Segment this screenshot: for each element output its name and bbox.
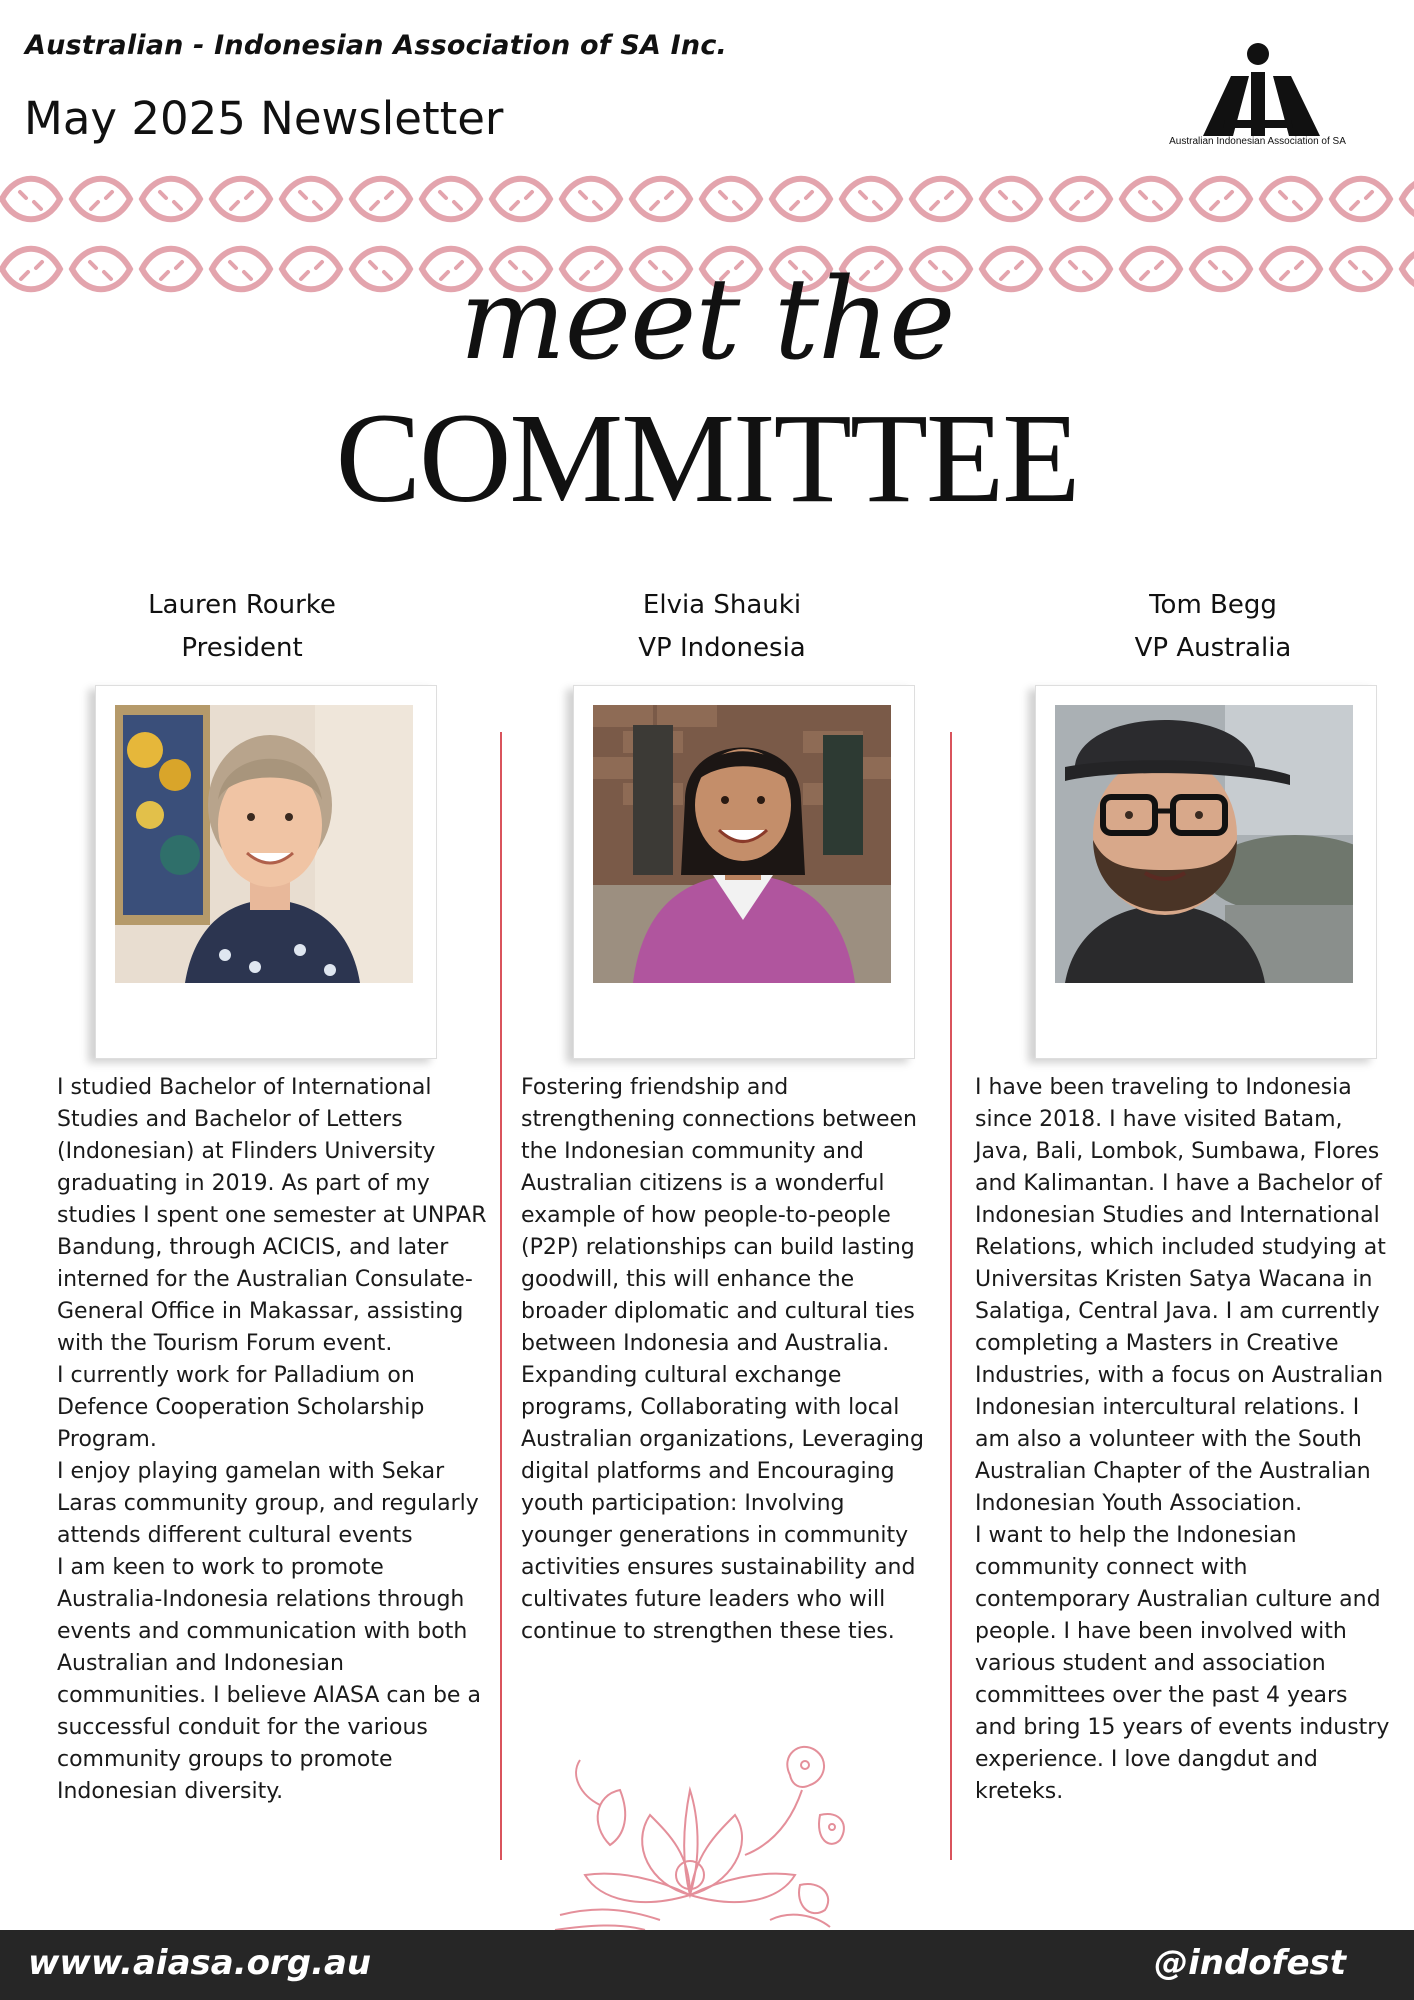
pattern-tile [842, 179, 900, 220]
member-role-elvia: VP Indonesia [638, 633, 806, 663]
pattern-tile [702, 179, 760, 220]
flower-illustration-icon [540, 1735, 870, 1935]
newsletter-title: May 2025 Newsletter [24, 92, 504, 145]
pattern-tile [1192, 179, 1250, 220]
pattern-tile [912, 179, 970, 220]
bio-paragraph: I currently work for Palladium on Defence Cooperation Scholarship Program. [57, 1363, 425, 1452]
bio-paragraph: I want to help the Indonesian community connect with contemporary Australian culture and people. I have been involved with various student and association committees over the past 4 years and bring 15 years of events industry experience. I love dangdut and kreteks. [975, 1523, 1390, 1804]
member-name-elvia: Elvia Shauki [642, 590, 802, 620]
bio-elvia [521, 1072, 939, 1648]
bio-paragraph: I enjoy playing gamelan with Sekar Laras community group, and regularly attends different cultural events [57, 1459, 479, 1548]
pattern-tile [72, 179, 130, 220]
bio-paragraph: Fostering friendship and strengthening connections between the Indonesian community and Australian citizens is a wonderful example of how people-to-people (P2P) relationships can build lasting goodwill, this will enhance the broader diplomatic and cultural ties between Indonesia and Australia. [521, 1075, 917, 1356]
pattern-tile [212, 179, 270, 220]
pattern-tile [282, 179, 340, 220]
logo-caption: Australian Indonesian Association of SA [1169, 136, 1346, 147]
photo-frame-lauren [95, 685, 437, 1059]
heading-script-line: meet the [459, 255, 955, 385]
pattern-tile [562, 179, 620, 220]
social-handle-link[interactable]: @indofest [1154, 1943, 1346, 1983]
member-role-tom: VP Australia [1134, 633, 1292, 663]
bio-paragraph: I am keen to work to promote Australia-Indonesia relations through events and communication with both Australian and Indonesian communities. I believe AIASA can be a successful conduit for the various community groups to promote Indonesian diversity. [57, 1555, 481, 1804]
pattern-tile [492, 179, 550, 220]
pattern-tile [982, 179, 1040, 220]
bio-paragraph: Expanding cultural exchange programs, Collaborating with local Australian organizations, Leveraging digital platforms and Encouraging youth participation: Involving younger generations in community activities ensures sustainability and cultivates future leaders who will continue to strengthen these ties. [521, 1363, 924, 1644]
bio-lauren [57, 1072, 489, 1808]
pattern-tile [142, 179, 200, 220]
pattern-tile [1262, 179, 1320, 220]
pattern-tile [632, 179, 690, 220]
bio-tom [975, 1072, 1395, 1808]
heading-title: COMMITTEE [335, 387, 1079, 529]
pattern-tile [1332, 179, 1390, 220]
website-link[interactable]: www.aiasa.org.au [28, 1943, 372, 1983]
aiasa-logo [1165, 40, 1350, 155]
pattern-tile [422, 179, 480, 220]
photo-elvia [593, 705, 891, 983]
pattern-tile [1402, 179, 1414, 220]
pattern-tile [1052, 179, 1110, 220]
org-name: Australian - Indonesian Association of SA Inc. [25, 30, 727, 61]
photo-frame-tom [1035, 685, 1377, 1059]
member-role-lauren: President [181, 633, 303, 663]
member-name-tom: Tom Begg [1149, 590, 1277, 620]
column-divider-left [500, 732, 502, 1860]
pattern-tile [2, 179, 60, 220]
column-divider-right [950, 732, 952, 1860]
bio-paragraph: I studied Bachelor of International Studies and Bachelor of Letters (Indonesian) at Flinders University graduating in 2019. As part of my studies I spent one semester at UNPAR Bandung, through ACICIS, and later interned for the Australian Consulate-General Office in Makassar, assisting with the Tourism Forum event. [57, 1075, 487, 1356]
logo-mark-icon [1165, 40, 1350, 140]
pattern-tile [1122, 179, 1180, 220]
photo-tom [1055, 705, 1353, 983]
photo-lauren [115, 705, 413, 983]
footer-bar [0, 1930, 1414, 2000]
bio-paragraph: I have been traveling to Indonesia since 2018. I have visited Batam, Java, Bali, Lombok, Sumbawa, Flores and Kalimantan. I have a Bachelor of Indonesian Studies and International Relations, which included studying at Universitas Kristen Satya Wacana in Salatiga, Central Java. I am currently completing a Masters in Creative Industries, with a focus on Australian Indonesian intercultural relations. I am also a volunteer with the South Australian Chapter of the Australian Indonesian Youth Association. [975, 1075, 1386, 1516]
pattern-tile [352, 179, 410, 220]
member-name-lauren: Lauren Rourke [148, 590, 336, 620]
pattern-tile [772, 179, 830, 220]
photo-frame-elvia [573, 685, 915, 1059]
